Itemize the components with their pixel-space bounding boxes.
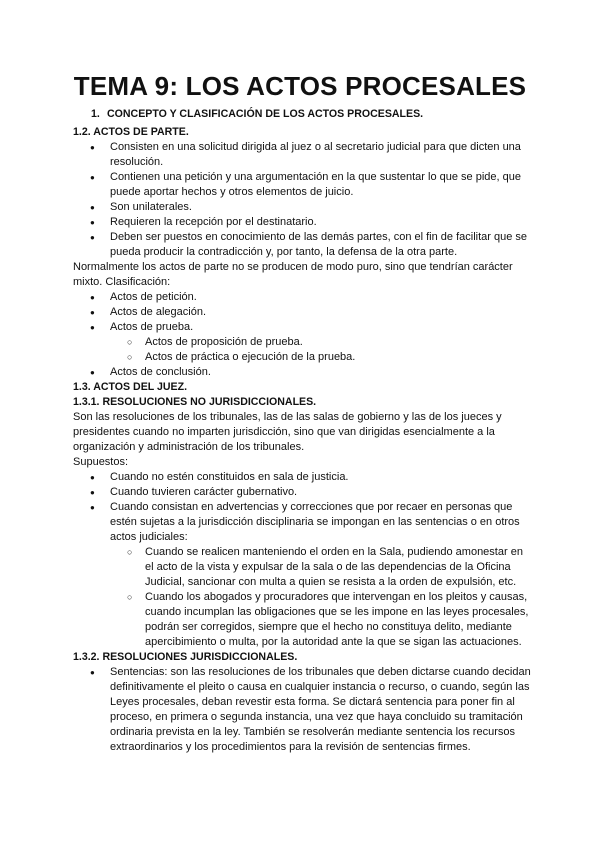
sublist-item: ○ Cuando se realicen manteniendo el orden en la Sala, pudiendo amonestar en el acto de la vista y expulsar de la sala o de las dependencias de la Oficina Judicial, sancionar con multa a quien se resista a la orden de expulsión, etc.	[110, 545, 533, 590]
supuestos-list	[73, 470, 533, 650]
actos-de-parte-list	[73, 140, 533, 260]
sublist-item: ○ Actos de proposición de prueba.	[73, 335, 533, 350]
list-item: ● Consisten en una solicitud dirigida al juez o al secretario judicial para que dicten una resolución.	[73, 140, 533, 170]
list-item: ● Requieren la recepción por el destinatario.	[73, 215, 533, 230]
clasificacion-list	[73, 290, 533, 335]
conclusion-list	[73, 365, 533, 380]
section-1-2-heading: 1.2. ACTOS DE PARTE.	[73, 126, 189, 138]
section-1-number: 1.	[91, 108, 100, 120]
prueba-sublist	[73, 335, 533, 365]
section-1-3-heading: 1.3. ACTOS DEL JUEZ.	[73, 381, 188, 393]
list-item	[73, 320, 533, 335]
list-item	[73, 500, 533, 650]
sublist-item: ○ Cuando los abogados y procuradores que intervengan en los pleitos y causas, cuando incumplan las obligaciones que se les impone en las leyes procesales, podrán ser corregidos, siempre que el hecho no constituya delito, mediante apercibimiento o multa, por la autoridad ante la que se sigan las actuaciones.	[110, 590, 533, 650]
list-item: ● Sentencias: son las resoluciones de los tribunales que deben dictarse cuando decidan definitivamente el pleito o causa en cualquier instancia o recurso, o cuando, según las Leyes procesales, deban revestir esta forma. Se dictará sentencia para poner fin al proceso, en primera o segunda instancia, una vez que haya concluido su tramitación ordinaria prevista en la ley. También se resolverán mediante sentencia los recursos extraordinarios y los procedimientos para la revisión de sentencias firmes.	[73, 665, 533, 755]
paragraph: Son las resoluciones de los tribunales, las de las salas de gobierno y las de los jueces y presidentes cuando no imparten jurisdicción, sino que van dirigidas esencialmente a la organización y administración de los tribunales.	[73, 411, 502, 453]
document-body	[73, 107, 533, 755]
sublist-item: ○ Actos de práctica o ejecución de la prueba.	[73, 350, 533, 365]
section-1-3-1-heading: 1.3.1. RESOLUCIONES NO JURISDICCIONALES.	[73, 396, 317, 408]
list-item: ● Actos de petición.	[73, 290, 533, 305]
resoluciones-jurisdiccionales-list	[73, 665, 533, 755]
list-item-label: Cuando consistan en advertencias y correcciones que por recaer en personas que estén sujetas a la jurisdicción disciplinaria se impongan en las sentencias o en otros actos judiciales:	[110, 501, 520, 543]
section-1-3-2-heading: 1.3.2. RESOLUCIONES JURISDICCIONALES.	[73, 651, 298, 663]
page-title: TEMA 9: LOS ACTOS PROCESALES	[73, 71, 527, 101]
list-item: ● Cuando no estén constituidos en sala de justicia.	[73, 470, 533, 485]
list-item: ● Son unilaterales.	[73, 200, 533, 215]
supuestos-label: Supuestos:	[73, 456, 129, 468]
list-item: ● Cuando tuvieren carácter gubernativo.	[73, 485, 533, 500]
section-1-title: CONCEPTO Y CLASIFICACIÓN DE LOS ACTOS PROCESALES.	[107, 108, 424, 120]
list-item: ● Actos de alegación.	[73, 305, 533, 320]
list-item: ● Actos de conclusión.	[73, 365, 533, 380]
list-item: ● Contienen una petición y una argumentación en la que sustentar lo que se pide, que puede aportar hechos y otros elementos de juicio.	[73, 170, 533, 200]
section-1-heading	[73, 107, 533, 122]
paragraph: Normalmente los actos de parte no se producen de modo puro, sino que tendrían carácter mixto. Clasificación:	[73, 261, 513, 288]
list-item: ● Deben ser puestos en conocimiento de las demás partes, con el fin de facilitar que se pueda producir la contradicción y, por tanto, la defensa de la otra parte.	[73, 230, 533, 260]
list-item-label: Actos de prueba.	[110, 321, 194, 333]
supuestos-sublist	[110, 545, 533, 650]
